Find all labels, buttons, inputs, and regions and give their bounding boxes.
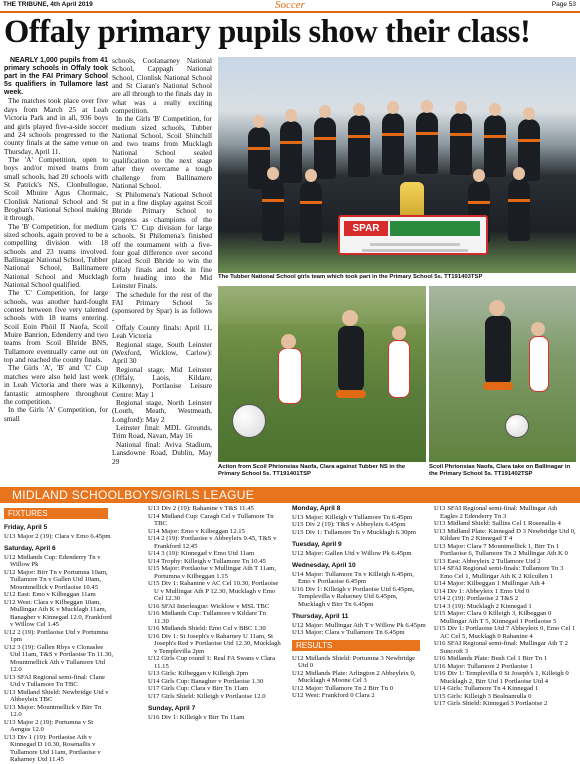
fixture-day: Thursday, April 11: [292, 613, 349, 620]
player-figure: [314, 117, 336, 179]
fixture-entry: U17 Girls Cup: Clara v Birr Tn 11am: [148, 685, 249, 692]
article-paragraph: schools, Coolanarney National School, Cappagh National School, Clonlisk National School and St Ciaran's National School are all through to the finals day in what was a really exciting competition.: [112, 56, 212, 116]
team-photo-caption: The Tubber National School girls team which took part in the Primary School 5s. TT191403TSP: [218, 274, 483, 280]
football-icon: [232, 404, 266, 438]
fixture-entry: U16 Div 1: St Joseph's v Raharney U 11am, St Joseph's Red v Portlaoise Utd 12.30, Mucklagh v Templevilla 2pm: [148, 632, 281, 655]
action-photo-caption: Action from Scoil Phrionsias Naofa, Clara against Tubber NS in the Primary School 5s. TT191401TSP: [218, 464, 406, 477]
fixture-entry: U16 Midlands Shield: Emo Cel v BBC 1.30: [148, 625, 266, 632]
fixture-entry: U12 3 (19): Gallen Rbys v Clonaslee Utd 11am, T&S v Portlaoise Tn 11.30, Mountmellick Ath v Tullamore Utd 12.0: [4, 643, 114, 673]
fixture-entry: U16 SFAI Interleague: Wicklow v MSL TBC: [148, 602, 270, 610]
fixture-entry: U13 Midland Plate: Kinnegad D 3 Newbridge Utd 0, Kildare Tn 2 Kinnegad T 4: [434, 527, 576, 542]
player-figure: [388, 340, 410, 398]
banner-text-line: [370, 243, 460, 246]
fixture-entry: U14 Major: Tullamore Tn v Killeigh 6.45pm, Emo v Portlaoise 6.45pm: [292, 570, 414, 585]
fixture-entry: U12 Major: Mullingar Ath T v Willow Pk 6.45pm: [292, 621, 426, 629]
fixture-entry: U14 Div 1: Abbeyleix 1 Emo Utd 0: [434, 587, 530, 595]
article-paragraph: In the Girls 'A' Competition, for small: [4, 405, 108, 423]
fixture-entry: U13 Major 2 (19): Portumna v St Aengus 12.0: [4, 718, 94, 733]
player-figure: [300, 181, 322, 243]
fixture-entry: U14 SFAI Regional semi-finals: Tullamore Tn 3 Emo Cel 1, Mullingar Ath K 2 Kilcullen 1: [434, 565, 564, 580]
headline: Offaly primary pupils show their class!: [4, 14, 531, 50]
football-icon: [505, 414, 529, 438]
player-head: [342, 310, 358, 326]
player-figure: [382, 113, 404, 175]
league-title-bar: [0, 487, 580, 503]
fixture-day: Monday, April 8: [292, 505, 341, 512]
fixture-day: Tuesday, April 9: [292, 541, 342, 548]
fixture-entry: U15 Div 2 (19): T&S v Abbeyleix 6.45pm: [292, 521, 406, 528]
fixture-entry: U16 Midlands Plate: Bush Cel 1 Birr Tn 1: [434, 655, 548, 662]
fixture-entry: U15 Major: Portlaoise v Mullingar Ath T 11am, Portumna v Kilbeggan 1.15: [148, 565, 277, 580]
fixtures-label: FIXTURES: [4, 508, 108, 519]
article-paragraph: Regional stage, South Leinster (Wexford, Wicklow, Carlow): April 30: [112, 339, 212, 366]
sponsor-logo: SPAR: [344, 221, 388, 236]
article-paragraph: Leinster final: MDL Grounds, Trim Road, Navan, May 16: [112, 423, 212, 441]
fixture-entry: U16 Div 1: Templevilla 0 St Joseph's 1, Killeigh 0 Mucklagh 2, Birr Utd 1 Portlaoise Utd 4: [434, 670, 569, 685]
player-head: [531, 322, 545, 336]
fixture-entry: U13 Major: Mountmellick v Birr Tn 12.0: [4, 703, 102, 718]
side-photo: [429, 286, 576, 462]
player-figure: [278, 348, 302, 404]
sock-stripe: [483, 382, 513, 390]
background-field: [218, 286, 426, 324]
fixture-entry: U13 Div 2 (19): Rahanine v T&S 11.45: [148, 505, 254, 512]
fixture-entry: U12 Girls Cup round 1: Real FA Swans v Clara 11.15: [148, 655, 276, 670]
fixture-entry: U16 Major: Tullamore 2 Portlaoise 1: [434, 662, 534, 670]
result-entry: U12 Midlands Plate: Arlington 2 Abbeyleix 0, Mucklagh 4 Moone Cel 3: [292, 669, 416, 684]
fixture-entry: U14 3 (19): Mucklagh 2 Kinnegad 1: [434, 602, 532, 610]
fixture-entry: U14 Midland Cup: Caragh Cel v Tullamore Tn TBC: [148, 512, 274, 527]
result-entry: U12 Major: Tullamore Tn 2 Birr Tn 0: [292, 684, 393, 692]
article-paragraph: The matches took place over five days from March 25 at Leah Victoria Park and in all, 936 boys and girls played five-a-side soccer and 24 schools progressed to the county finals at the same venue on Thursday, April 11.: [4, 96, 108, 156]
article-paragraph: The Girls 'A', 'B' and 'C' Cup matches were also held last week in Leah Victoria and there was a fantastic atmosphere throughout the competition.: [4, 363, 108, 406]
article-column-2: [112, 56, 212, 466]
player-figure: [450, 113, 472, 175]
fixture-entry: U14 Girls Cup: Banagher v Portlaoise 1.30: [148, 677, 264, 685]
fixture-entry: U13 East: Abbeyleix 2 Tullamore Utd 2: [434, 557, 541, 565]
fixture-day: Friday, April 5: [4, 524, 48, 531]
league-column-3: [292, 505, 426, 700]
fixture-entry: U16 Div 1: Killeigh v Birr Tn 11am: [148, 713, 245, 721]
player-figure: [529, 336, 549, 392]
fixture-day: Saturday, April 6: [4, 545, 56, 552]
fixture-entry: U12 West: Clara v Kilbeggan 10am, Mullingar Ath K v Mucklagh 11am, Banagher v Kinnegad 12.0, Frankford v Willow Cel 1.45: [4, 598, 112, 628]
fixture-day: Wednesday, April 10: [292, 562, 356, 569]
results-label: RESULTS: [292, 640, 420, 651]
player-figure: [280, 121, 302, 183]
fixture-entry: U13 Midland Shield: Newbridge Utd v Abbeyleix TBC: [4, 688, 109, 703]
fixture-entry: U16 SFAI Regional semi-final: Mullingar Ath T 2 Suncroft 3: [434, 640, 568, 655]
fixture-entry: U14 Trophy: Killeigh v Tullamore Tn 10.45: [148, 557, 266, 565]
fixture-entry: U15 Div 1: Rahanine v AC Cel 10.30, Portlaoise U v Mullingar Ath P 12.30, Mucklagh v Emo Cel 12.30: [148, 580, 279, 602]
article-column-1: [4, 57, 108, 427]
fixture-entry: U12 2 (19): Portlaoise Utd v Portumna 1pm: [4, 628, 109, 643]
player-figure: [416, 112, 438, 174]
fixture-entry: U14 3 (19): Kinnegad v Emo Utd 11am: [148, 550, 255, 557]
fixture-day: Sunday, April 7: [148, 705, 196, 712]
side-photo-caption: Scoil Phrionsias Naofa, Clara take on Ballinagar in the Primary School 5s. TT191402TSP: [429, 464, 571, 477]
fixture-entry: U15 Major: Clara 0 Killeigh 3, Kilbeggan 0 Mullingar Ath T 5, Kinnegad 1 Portlaoise 5: [434, 610, 557, 625]
fixture-entry: U13 Major: Killeigh v Tullamore Tn 6.45pm: [292, 513, 413, 521]
fixture-entry: U13 SFAI Regional semi-final: Mullingar Ath Eagles 2 Edenderry Tn 3: [434, 505, 558, 520]
article-lead: NEARLY 1,000 pupils from 41 primary schools in Offaly took part in the FAI Primary School 5s qualifiers in Tullamore last week.: [4, 57, 108, 97]
fixture-entry: U12 Midlands Cup: Edenderry Tn v Willow Pk: [4, 553, 101, 568]
article-paragraph: Offaly County finals: April 11, Leah Victoria: [112, 323, 212, 341]
team-photo: [218, 57, 576, 273]
player-head: [392, 326, 406, 340]
fixture-entry: U14 2 (19): Portlaoise v Abbeyleix 9.45, T&S v Frankford 12.45: [148, 535, 277, 550]
sponsor-banner: [338, 215, 488, 255]
fixture-entry: U15 Girls: Killeigh 3 Bealnamulla 0: [434, 692, 532, 700]
fixture-entry: U14 Major: Kilbeggan 1 Mullingar Ath 4: [434, 580, 545, 587]
fixture-entry: U15 Div 1: Tullamore Tn v Mucklagh 6.30pm: [292, 528, 416, 536]
fixture-entry: U13 Midland Shield: Sallins Cel 1 Rosenallis 4: [434, 520, 561, 527]
fixture-entry: U14 2 (19): Portlaoise 2 T&S 2: [434, 595, 519, 602]
fixture-entry: U17 Girls Shield: Kinnegad 3 Portlaoise 2: [434, 700, 548, 707]
league-title: MIDLAND SCHOOLBOYS/GIRLS LEAGUE: [12, 488, 255, 502]
fixture-entry: U13 Div 1 (19): Portlaoise Ath v Kinnegad D 10.30, Rosenallis v Tullamore Utd 11am, Portlaoise v Raharney Utd 11.45: [4, 733, 101, 763]
page-number: Page 53: [551, 1, 576, 8]
article-paragraph: In the Girls 'B' Competition, for medium sized schools, Tubber National School, Scoil Shinchill and two teams from Mucklagh National School sealed qualification to the next stage after they overcame a tough challenge from Ballinamere National School.: [112, 114, 212, 191]
player-figure: [484, 115, 506, 177]
article-paragraph: National final: Aviva Stadium, Lansdowne Road, Dublin, May 29: [112, 439, 212, 466]
fixture-entry: U13 Major: Clara v Tullamore Tn 6.45pm: [292, 629, 405, 636]
fixture-entry: U15 Div 1: Portlaoise Utd 7 Abbeyleix 0, Emo Cel 1 AC Cel 5, Mucklagh 0 Rahanine 4: [434, 625, 576, 640]
player-figure: [485, 316, 511, 386]
fixture-entry: U13 Major: Clara 7 Mountmellick 1, Birr Tn 1 Portlaoise 6, Tullamore Tn 2 Mullingar Ath K 0: [434, 542, 568, 557]
player-figure: [348, 115, 370, 177]
league-column-2: [148, 505, 282, 721]
fixture-entry: U16 Div 1: Killeigh v Portlaoise Utd 6.45pm, Templevilla v Raharney Utd 6.45pm, Mucklagh v Birr Tn 6.45pm: [292, 585, 415, 608]
result-entry: U12 West: Frankford 0 Clara 2: [292, 692, 375, 699]
banner-stripe: [390, 221, 480, 236]
article-paragraph: St Philomena's National School put in a fine display against Scoil Bhride Primary School to progress as champions of the Girls 'C' Cup division for large schools. St Philomena's finished off the tournament with a five-four goal difference over second placed Scoil Bhride to win the Offaly finals and look in fine form heading into the Mid Leinster Finals.: [112, 189, 212, 291]
result-entry: U12 Midlands Shield: Portumna 3 Newbridge Utd 0: [292, 654, 416, 669]
article-paragraph: The 'B' Competition, for medium sized schools, again proved to be a compelling division with 18 schools and 23 teams involved. Ballinagar National School, Tubber National School, Ballinamere National School and Mucklagh National School qualified.: [4, 221, 108, 290]
article-paragraph: The 'C' Competition, for large schools, was another hard-fought contest between five very talented schools with 18 teams entering. Scoil Eoin Phóil II Naofa, Scoil Muire Banrion, Edenderry and two teams from Scoil Bhride BNS, Tullamore eventually came out on top and reached the county finals.: [4, 288, 108, 365]
banner-text-line: [362, 249, 468, 252]
section-label: Soccer: [275, 0, 305, 11]
action-photo: [218, 286, 426, 462]
fixture-entry: U14 Major: Emo v Kilbeggan 12.15: [148, 527, 245, 535]
article-paragraph: The schedule for the rest of the FAI Primary School 5s (sponsored by Spar) is as follows -: [112, 289, 212, 324]
player-figure: [262, 179, 284, 241]
fixture-entry: U13 Girls: Kilbeggan v Killeigh 2pm: [148, 670, 249, 677]
league-column-1: [4, 505, 114, 764]
article-paragraph: The 'A' Competition, open to boys and/or mixed teams from small schools, had 20 schools with St Patrick's NS, Clonbullogue, Scoil Mhuire Agus Chormaic, Clonlisk National School and St Brogban's National School making it through.: [4, 154, 108, 223]
player-head: [281, 334, 296, 349]
league-column-4: [434, 505, 576, 708]
fixture-entry: U14 Girls: Tullamore Tn 4 Kinnegad 1: [434, 685, 539, 692]
player-figure: [338, 326, 364, 392]
paper-date: THE TRIBUNE, 4th April 2019: [3, 1, 93, 8]
fixture-entry: U12 Major: Gallen Utd v Willow Pk 6.45pm: [292, 549, 412, 557]
fixture-entry: U12 Major: Birr Tn v Portumna 10am, Tullamore Tn v Gallen Utd 10am, Mountmellick v Portlaoise 10.45: [4, 568, 108, 591]
fixture-entry: U12 East: Emo v Kilbeggan 11am: [4, 591, 96, 598]
fixture-entry: U13 SFAI Regional semi-final: Clane Utd v Tullamore Tn TBC: [4, 673, 105, 688]
article-paragraph: Regional stage, North Leinster (Louth, Meath, Westmeath, Longford): May 2: [112, 398, 212, 424]
player-head: [489, 300, 505, 316]
fixture-entry: U16 Midlands Cup: Tullamore v Kildare Tn 11.30: [148, 610, 267, 625]
sock-stripe: [336, 390, 366, 398]
fixture-entry: U13 Major 2 (19): Clara v Emo 6.45pm: [4, 532, 111, 540]
fixture-entry: U17 Girls Shield: Killeigh v Portlaoise 12.0: [148, 692, 266, 700]
player-figure: [508, 179, 530, 241]
article-paragraph: Regional stage, Mid Leinster (Offaly, Laois, Kildare, Kilkenny), Portlaoise Leisure Centre: May 1: [112, 364, 212, 399]
